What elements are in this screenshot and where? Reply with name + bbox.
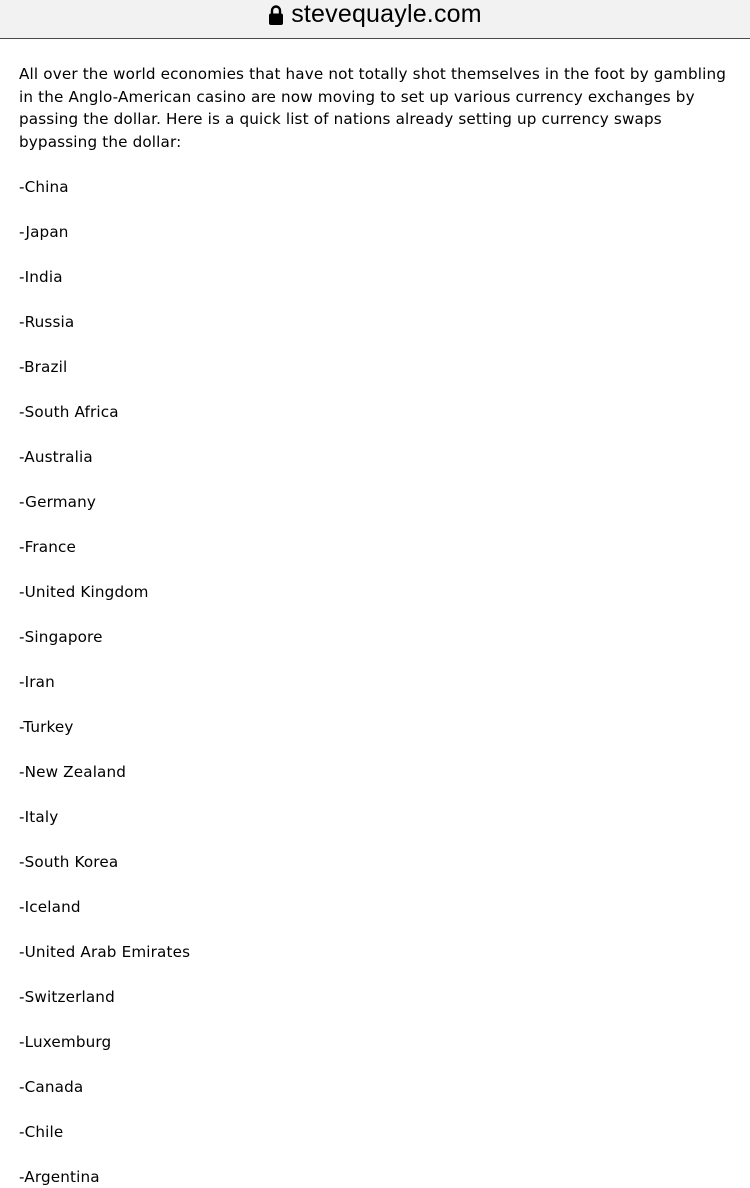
list-item: -New Zealand	[19, 763, 127, 782]
list-item: -Canada	[19, 1078, 84, 1097]
list-item: -Chile	[19, 1123, 64, 1142]
list-item: -South Korea	[19, 853, 119, 872]
list-item: -South Africa	[19, 403, 119, 422]
list-item: -Switzerland	[19, 988, 115, 1007]
list-item: -Italy	[19, 808, 59, 827]
list-item: -United Kingdom	[19, 583, 149, 602]
list-item: -India	[19, 268, 63, 287]
country-list	[19, 176, 731, 1188]
list-item: -Germany	[19, 493, 97, 512]
url-text[interactable]: stevequayle.com	[291, 0, 482, 28]
list-item: -Argentina	[19, 1168, 100, 1187]
intro-paragraph: All over the world economies that have not totally shot themselves in the foot by gambling in the Anglo-American casino are now moving to set up various currency exchanges by passing the dollar. Here is a quick list of nations already setting up currency swaps bypassing the dollar:	[19, 65, 727, 151]
url-display[interactable]	[268, 2, 482, 27]
list-item: -Russia	[19, 313, 75, 332]
list-item: -France	[19, 538, 77, 557]
list-item: -Australia	[19, 448, 93, 467]
list-item: -Iceland	[19, 898, 81, 917]
list-item: -Singapore	[19, 628, 103, 647]
list-item: -Luxemburg	[19, 1033, 112, 1052]
lock-icon	[268, 4, 284, 26]
list-item: -Brazil	[19, 358, 68, 377]
list-item: -Iran	[19, 673, 55, 692]
list-item: -United Arab Emirates	[19, 943, 191, 962]
list-item: -Turkey	[19, 718, 74, 737]
url-bar[interactable]	[0, 0, 750, 39]
article-content	[19, 63, 731, 1188]
list-item: -Japan	[19, 223, 69, 242]
list-item: -China	[19, 178, 69, 197]
